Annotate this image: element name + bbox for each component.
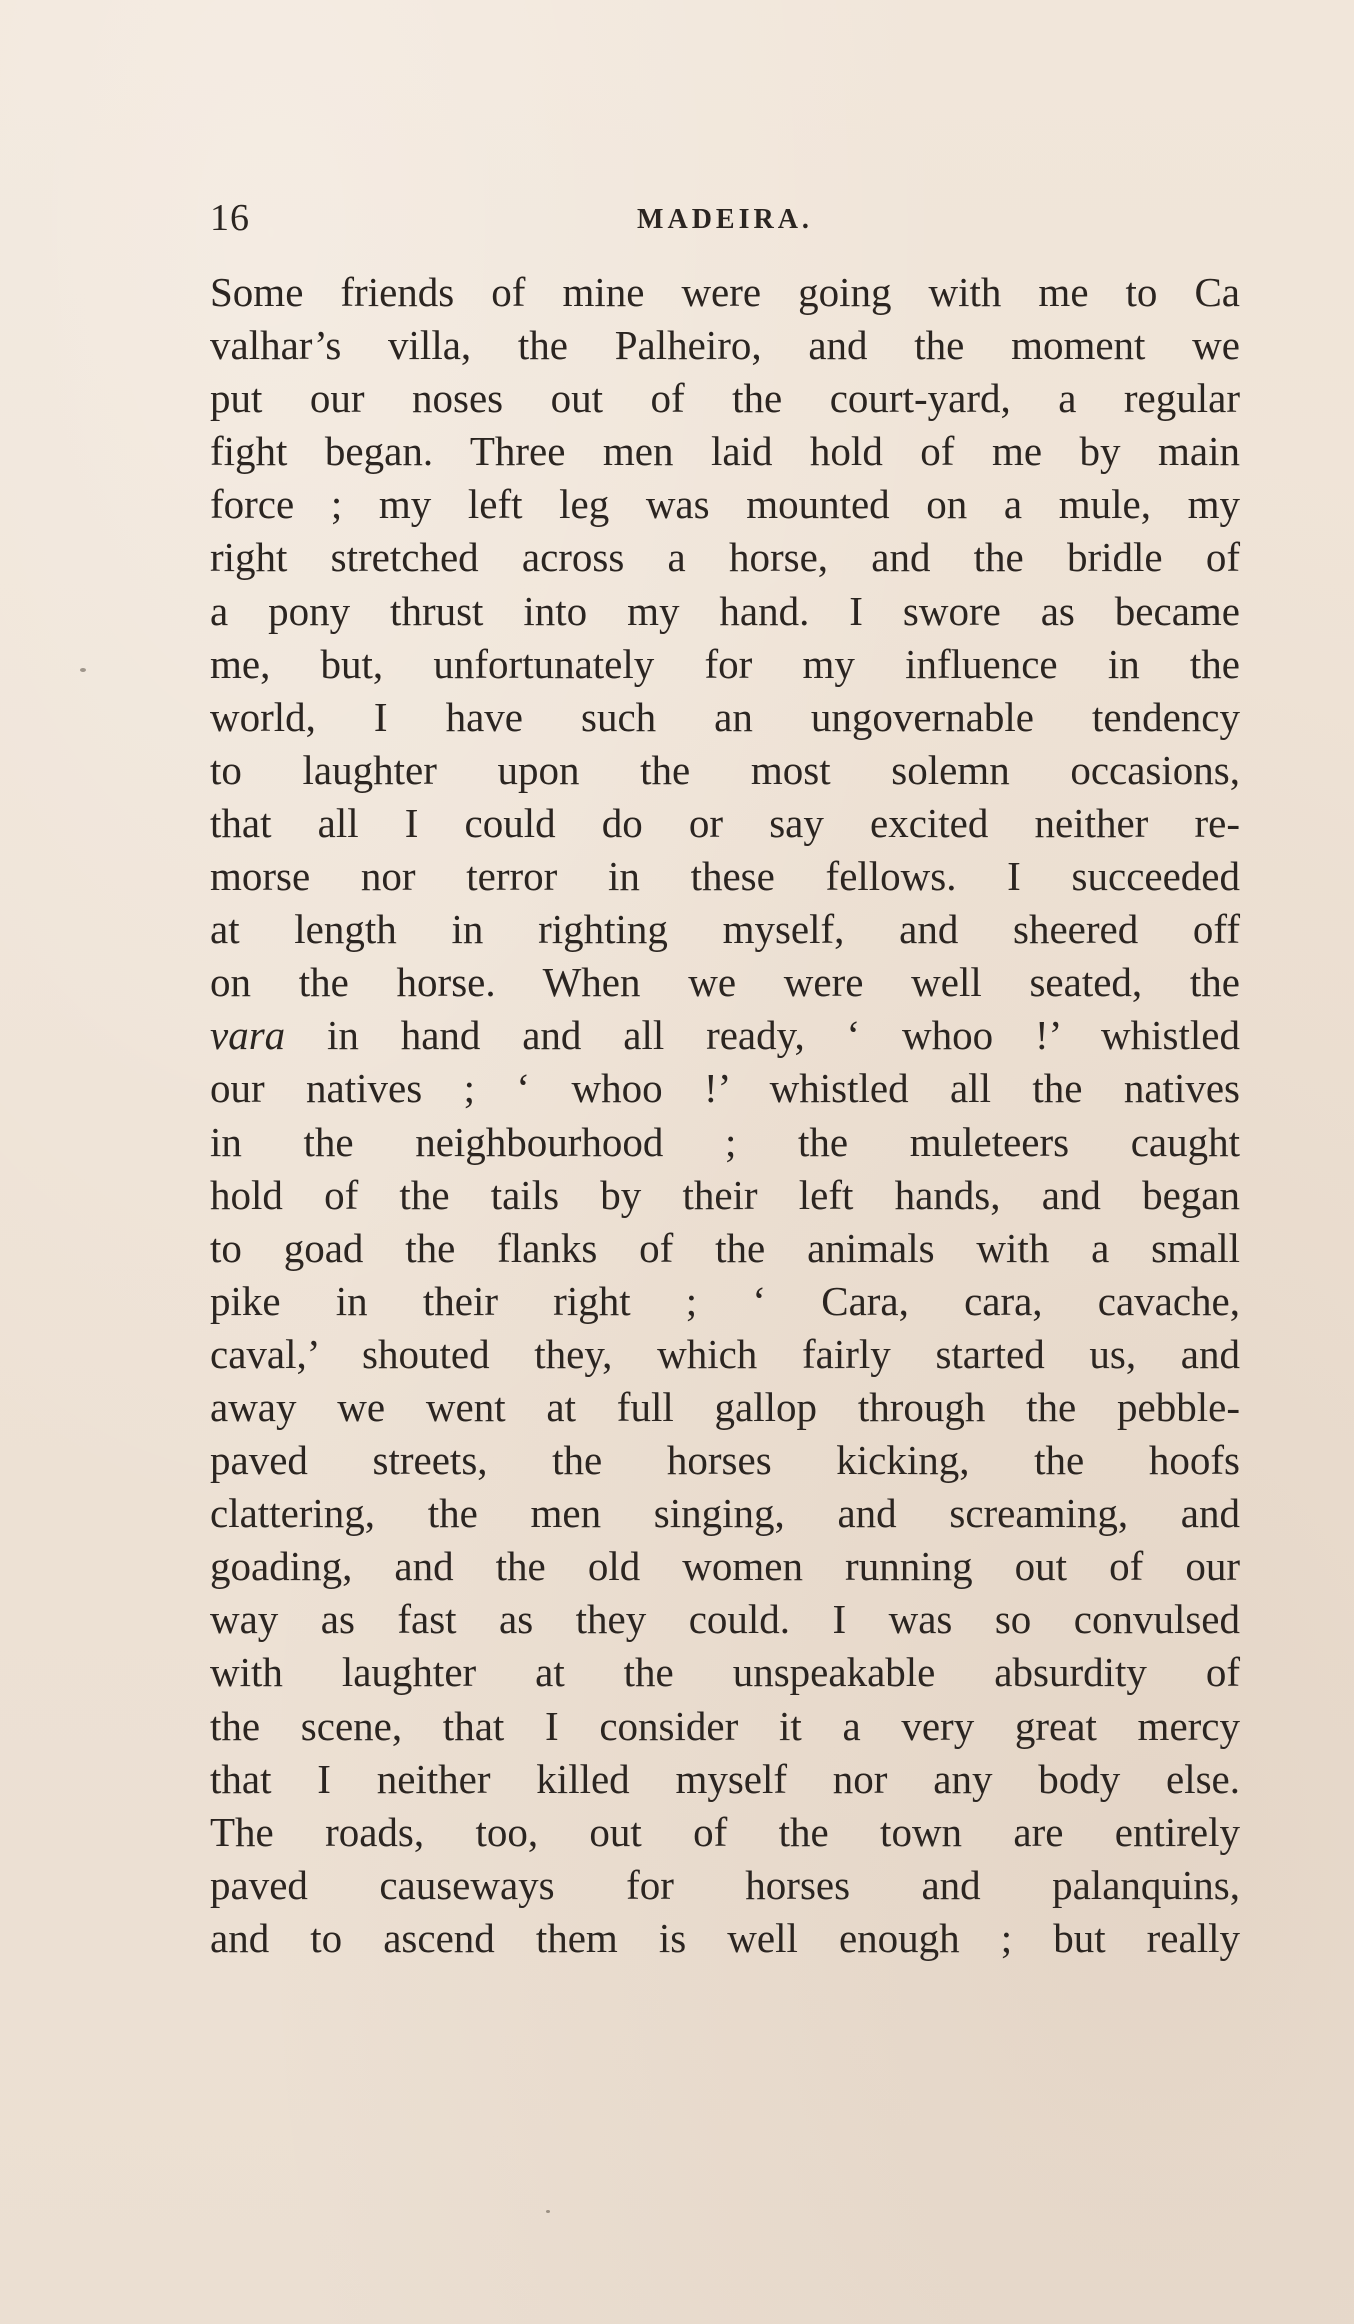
text-line: The roads, too, out of the town are entirely	[210, 1808, 1240, 1855]
text-line: a pony thrust into my hand. I swore as became	[210, 587, 1240, 634]
text-line: put our noses out of the court-yard, a regular	[210, 375, 1240, 422]
text-line: at length in righting myself, and sheered off	[210, 906, 1240, 953]
paper-speck	[80, 668, 86, 672]
running-title: MADEIRA.	[637, 204, 813, 235]
paper-speck	[546, 2210, 550, 2213]
text-line: valhar’s villa, the Palheiro, and the moment we	[210, 322, 1240, 369]
text-line: paved streets, the horses kicking, the hoofs	[210, 1437, 1240, 1484]
text-line: away we went at full gallop through the pebble-	[210, 1383, 1240, 1430]
text-line: our natives ; ‘ whoo !’ whistled all the natives	[210, 1065, 1240, 1112]
body-text	[210, 266, 1240, 1965]
text-line: that I neither killed myself nor any body else.	[210, 1755, 1240, 1802]
text-line: caval,’ shouted they, which fairly started us, and	[210, 1330, 1240, 1377]
text-line: with laughter at the unspeakable absurdity of	[210, 1649, 1240, 1696]
text-line: that all I could do or say excited neither re-	[210, 799, 1240, 846]
text-line: paved causeways for horses and palanquins,	[210, 1861, 1240, 1908]
text-line: in the neighbourhood ; the muleteers caught	[210, 1118, 1240, 1165]
text-line: pike in their right ; ‘ Cara, cara, cavache,	[210, 1277, 1240, 1324]
text-line: morse nor terror in these fellows. I succeeded	[210, 853, 1240, 900]
text-line: to goad the flanks of the animals with a small	[210, 1224, 1240, 1271]
text-line: force ; my left leg was mounted on a mule, my	[210, 481, 1240, 528]
text-line: goading, and the old women running out of our	[210, 1543, 1240, 1590]
page-header	[210, 196, 1240, 246]
text-line-with-italic	[210, 1009, 1240, 1062]
text-line-rest: in hand and all ready, ‘ whoo !’ whistled	[285, 1012, 1240, 1059]
text-line: Some friends of mine were going with me to Ca	[210, 269, 1240, 315]
text-line: to laughter upon the most solemn occasions,	[210, 746, 1240, 793]
text-line: on the horse. When we were well seated, the	[210, 959, 1240, 1006]
text-line: clattering, the men singing, and screaming, and	[210, 1490, 1240, 1537]
text-line: fight began. Three men laid hold of me by main	[210, 428, 1240, 475]
page-number: 16	[210, 197, 250, 239]
text-line: way as fast as they could. I was so convulsed	[210, 1596, 1240, 1643]
text-line: the scene, that I consider it a very great mercy	[210, 1702, 1240, 1749]
text-line: hold of the tails by their left hands, and began	[210, 1171, 1240, 1218]
italic-word: vara	[210, 1012, 286, 1059]
text-line: right stretched across a horse, and the bridle of	[210, 534, 1240, 581]
text-line: and to ascend them is well enough ; but really	[210, 1914, 1240, 1961]
text-line: world, I have such an ungovernable tendency	[210, 693, 1240, 740]
text-line: me, but, unfortunately for my influence in the	[210, 640, 1240, 687]
